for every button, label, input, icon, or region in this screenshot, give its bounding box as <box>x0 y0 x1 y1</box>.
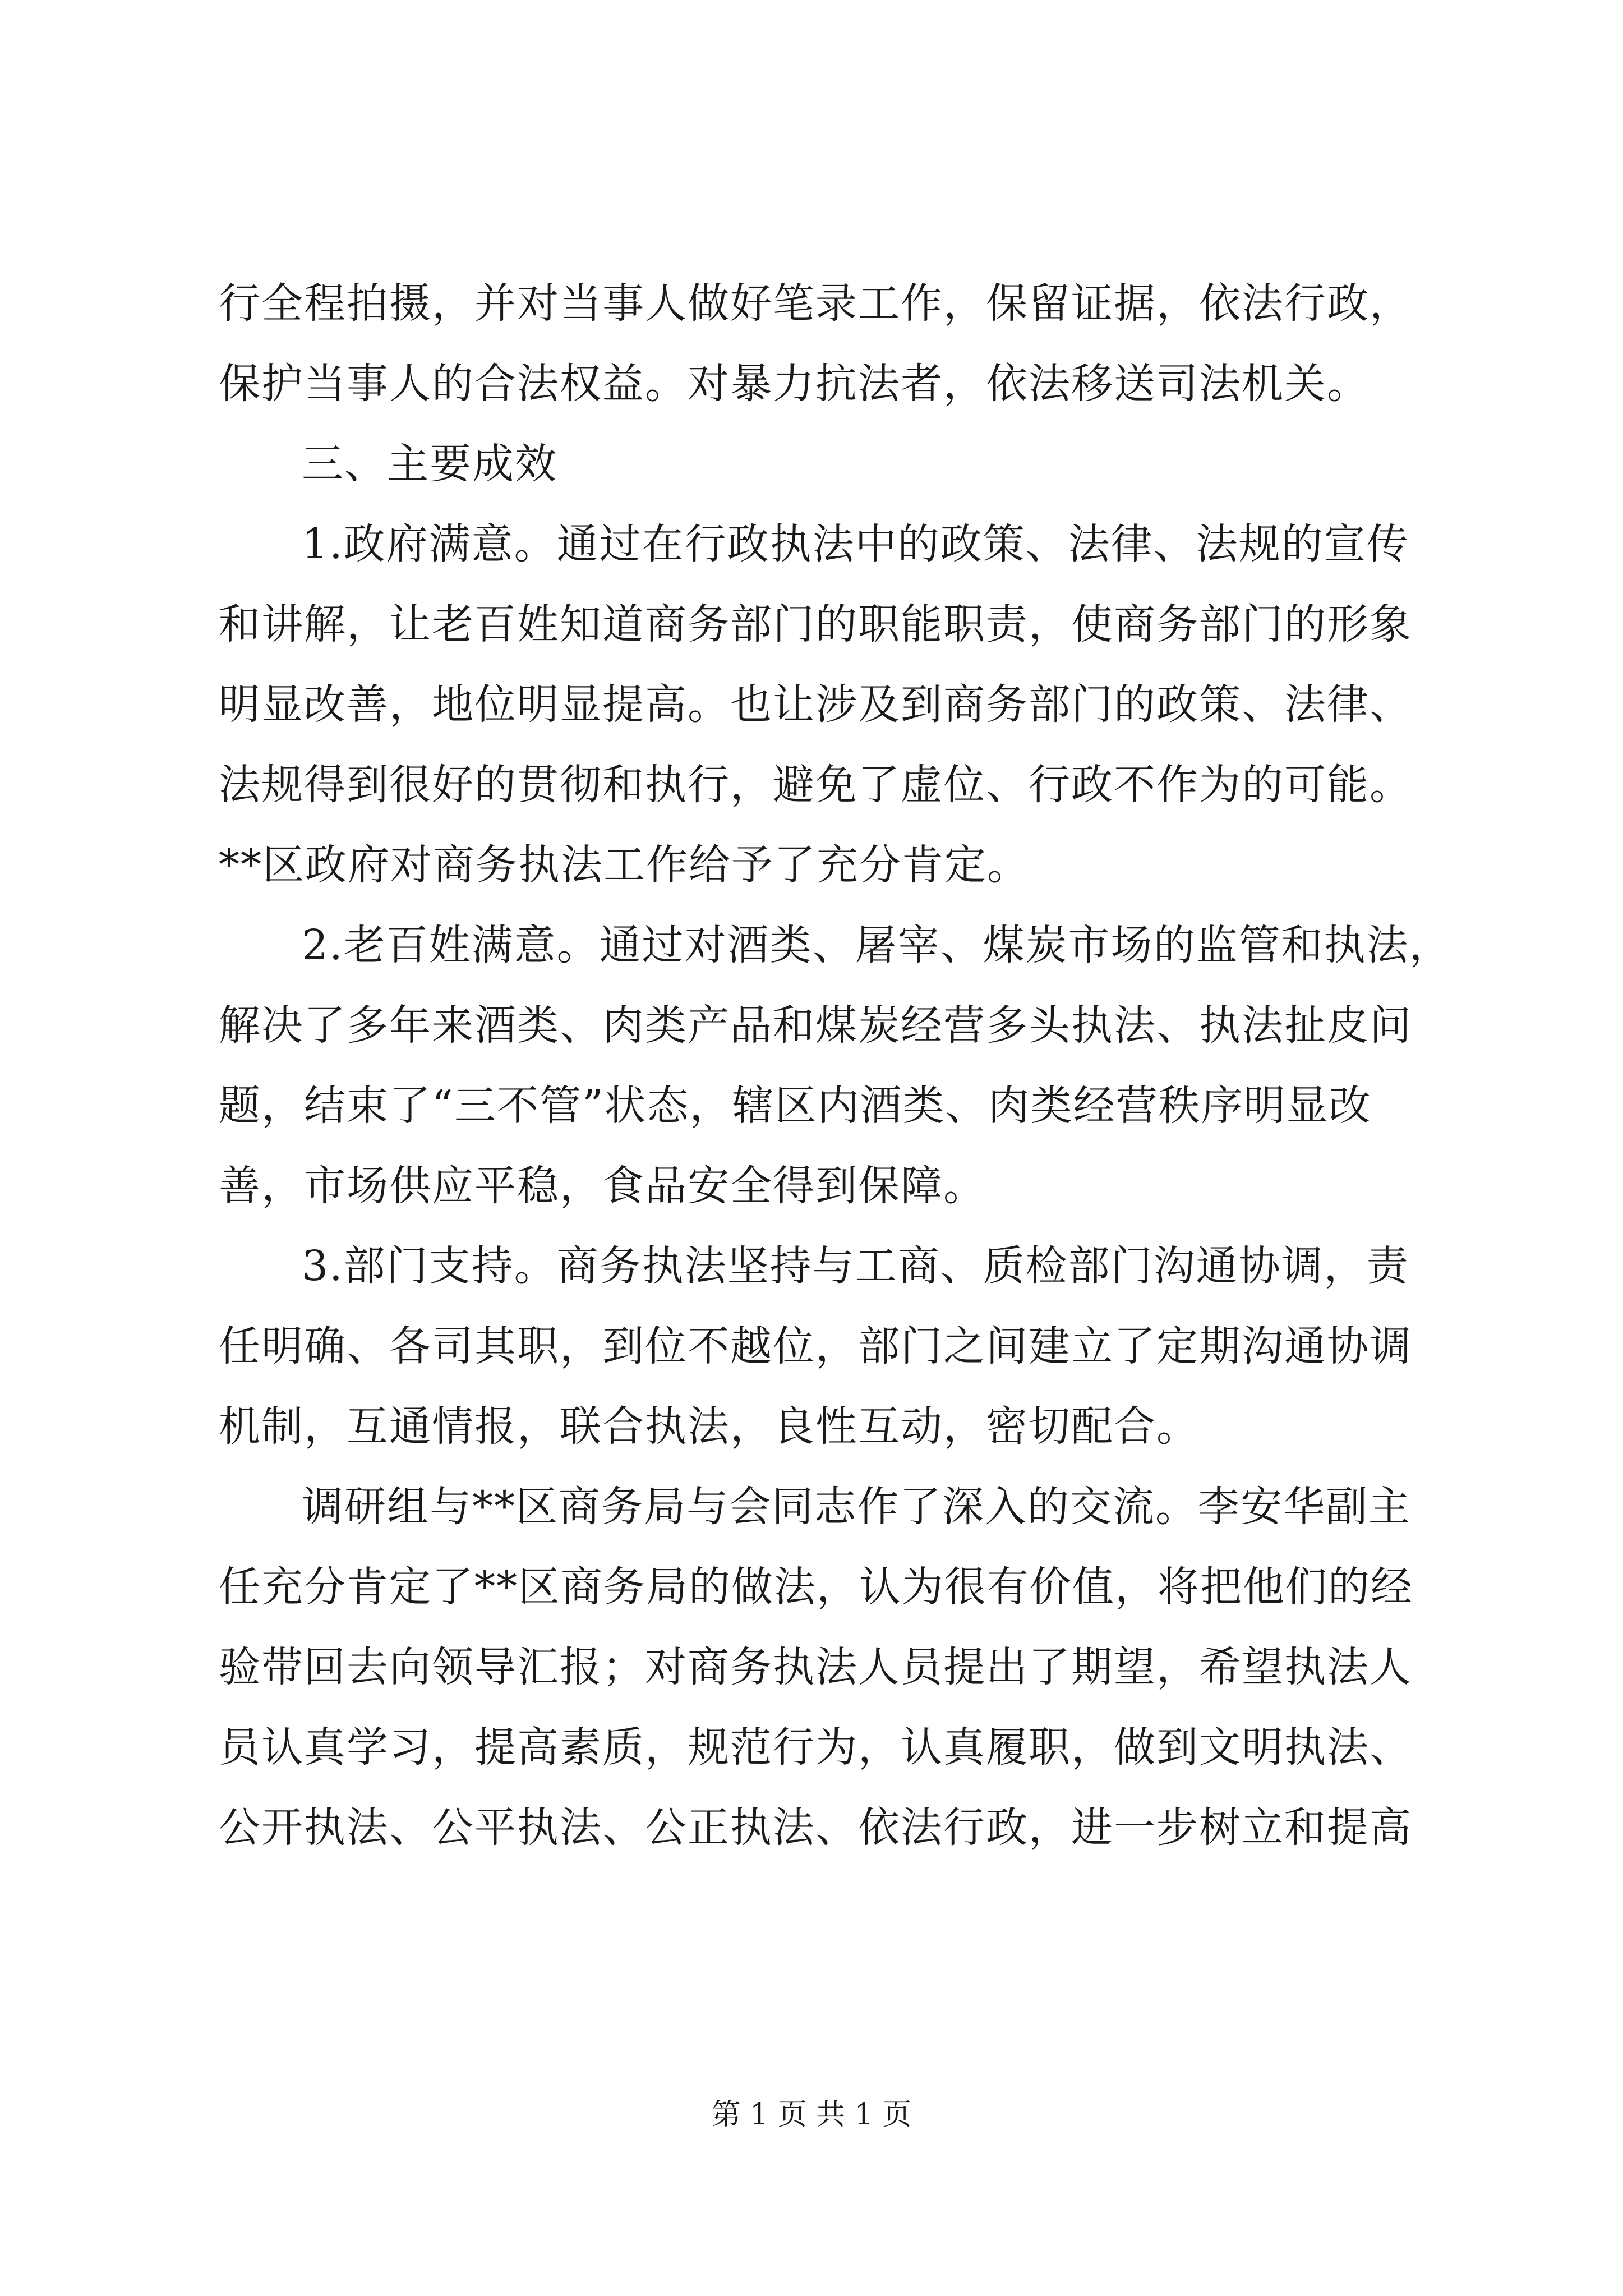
body-line: 行全程拍摄，并对当事人做好笔录工作，保留证据，依法行政， <box>219 279 1412 328</box>
body-line: **区政府对商务执法工作给予了充分肯定。 <box>219 841 1030 889</box>
body-line: 题，结束了“三不管”状态，辖区内酒类、肉类经营秩序明显改 <box>219 1082 1372 1130</box>
body-line: 验带回去向领导汇报；对商务执法人员提出了期望，希望执法人 <box>219 1643 1412 1691</box>
section-heading: 三、主要成效 <box>302 440 557 488</box>
body-line: 任充分肯定了**区商务局的做法，认为很有价值，将把他们的经 <box>219 1563 1413 1611</box>
page-footer: 第 1 页 共 1 页 <box>711 2098 912 2132</box>
body-line: 明显改善，地位明显提高。也让涉及到商务部门的政策、法律、 <box>219 680 1412 729</box>
body-line: 保护当事人的合法权益。对暴力抗法者，依法移送司法机关。 <box>219 360 1370 408</box>
body-line: 机制，互通情报，联合执法，良性互动，密切配合。 <box>219 1402 1199 1451</box>
body-line: 法规得到很好的贯彻和执行，避免了虚位、行政不作为的可能。 <box>219 761 1412 809</box>
body-line: 3.部门支持。商务执法坚持与工商、质检部门沟通协调，责 <box>302 1242 1409 1290</box>
body-line: 公开执法、公平执法、公正执法、依法行政，进一步树立和提高 <box>219 1803 1412 1852</box>
body-line: 2.老百姓满意。通过对酒类、屠宰、煤炭市场的监管和执法， <box>302 921 1452 969</box>
body-line: 1.政府满意。通过在行政执法中的政策、法律、法规的宣传 <box>302 520 1409 568</box>
body-line: 员认真学习，提高素质，规范行为，认真履职，做到文明执法、 <box>219 1723 1412 1772</box>
body-line: 任明确、各司其职，到位不越位，部门之间建立了定期沟通协调 <box>219 1322 1412 1370</box>
body-line: 和讲解，让老百姓知道商务部门的职能职责，使商务部门的形象 <box>219 600 1412 648</box>
body-line: 解决了多年来酒类、肉类产品和煤炭经营多头执法、执法扯皮问 <box>219 1001 1412 1050</box>
document-body <box>219 264 1452 1868</box>
body-line: 调研组与**区商务局与会同志作了深入的交流。李安华副主 <box>302 1483 1411 1531</box>
body-line: 善，市场供应平稳，食品安全得到保障。 <box>219 1162 986 1210</box>
